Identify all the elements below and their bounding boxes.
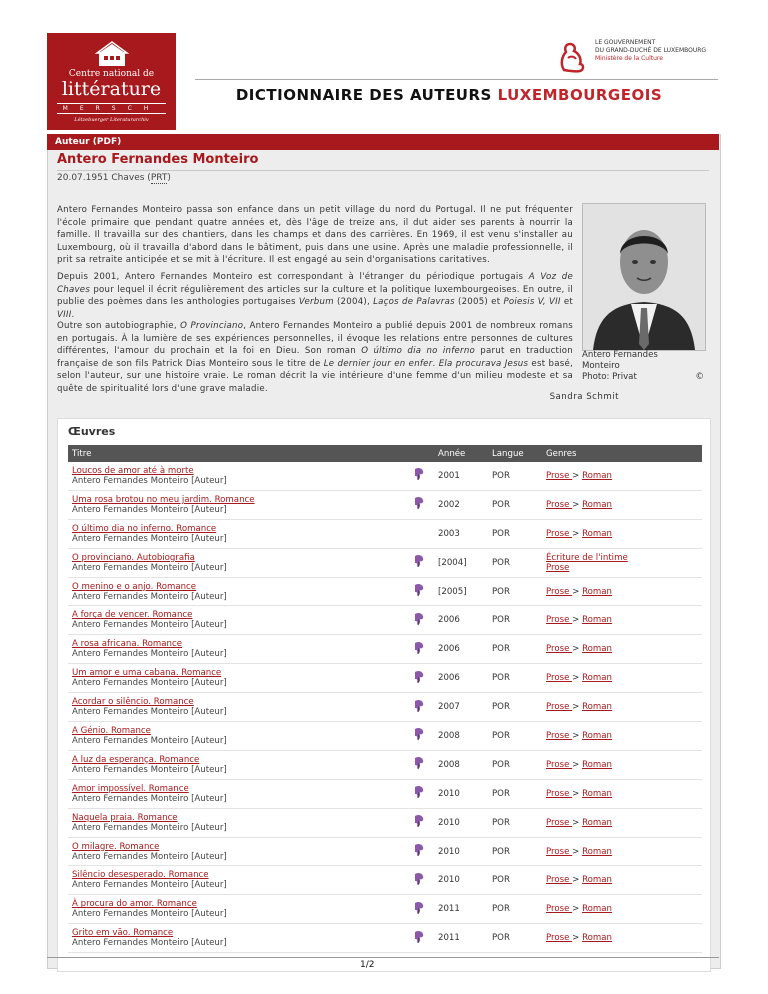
genre-link[interactable]: Écriture de l'intime: [546, 552, 628, 563]
work-genres: [542, 895, 702, 924]
bio-text: .: [71, 309, 75, 320]
genre-separator: >: [572, 817, 583, 828]
work-author: Antero Fernandes Monteiro [Auteur]: [72, 504, 227, 515]
bio-text: Depuis 2001, Antero Fernandes Monteiro est correspondant à l'étranger du périodique portugais: [57, 272, 529, 282]
work-language: POR: [488, 606, 542, 635]
genre-separator: >: [572, 702, 583, 713]
title-part-2: LUXEMBOURGEOIS: [497, 86, 663, 104]
work-icon-cell: [400, 664, 434, 693]
col-genres: Genres: [542, 445, 702, 462]
book-icon[interactable]: [413, 590, 425, 600]
works-section: [57, 418, 711, 972]
work-year: 2006: [434, 606, 488, 635]
work-icon-cell: [400, 722, 434, 751]
bio-text: parut en traduction française de son fils Patrick Dias Monteiro sous le titre de: [57, 346, 574, 369]
work-language: POR: [488, 722, 542, 751]
work-title-link[interactable]: À procura do amor. Romance: [72, 899, 197, 910]
subgenre-link[interactable]: Roman: [582, 933, 613, 944]
book-icon[interactable]: [413, 503, 425, 513]
work-genres: [542, 837, 702, 866]
work-icon-cell: [400, 462, 434, 490]
logo-line-2: littérature: [61, 78, 162, 100]
work-language: POR: [488, 808, 542, 837]
table-row: [68, 664, 702, 693]
table-row: [68, 808, 702, 837]
book-icon[interactable]: [413, 792, 425, 802]
genre-link[interactable]: Prose: [546, 470, 573, 481]
work-genres: [542, 779, 702, 808]
genre-separator: >: [572, 875, 583, 886]
work-title-link[interactable]: O provinciano. Autobiografia: [72, 552, 195, 563]
genre-separator: >: [572, 470, 583, 481]
work-language: POR: [488, 462, 542, 490]
bio-text: .: [432, 358, 439, 369]
table-row: [68, 635, 702, 664]
col-icon: [400, 445, 434, 462]
work-genres: [542, 606, 702, 635]
work-genres: [542, 924, 702, 953]
work-title-cell: [68, 837, 400, 866]
page-title: [180, 86, 718, 104]
work-title-cell: [68, 722, 400, 751]
table-row: [68, 895, 702, 924]
genre-link[interactable]: Prose: [546, 788, 573, 799]
col-year: Année: [434, 445, 488, 462]
genre-link[interactable]: Prose: [546, 615, 573, 626]
book-icon[interactable]: [413, 677, 425, 687]
work-author: Antero Fernandes Monteiro [Auteur]: [72, 880, 227, 891]
bio-text: (2005) et: [454, 297, 504, 307]
table-row: [68, 577, 702, 606]
work-year: 2002: [434, 490, 488, 519]
work-icon-cell: [400, 924, 434, 953]
work-language: POR: [488, 519, 542, 548]
work-language: POR: [488, 548, 542, 577]
logo-line-1: Centre national de: [68, 69, 155, 79]
work-icon-cell: [400, 635, 434, 664]
work-genres: [542, 808, 702, 837]
bio-text: (2004),: [333, 297, 374, 307]
table-row: [68, 490, 702, 519]
work-icon-cell: [400, 866, 434, 895]
work-year: 2006: [434, 664, 488, 693]
genre-link[interactable]: Prose: [546, 673, 573, 684]
work-icon-cell: [400, 548, 434, 577]
work-author: Antero Fernandes Monteiro [Auteur]: [72, 620, 227, 631]
work-title-cell: [68, 548, 400, 577]
work-language: POR: [488, 779, 542, 808]
work-title-link[interactable]: Um amor e uma cabana. Romance: [72, 668, 222, 679]
logo-line-3: MERSCH: [57, 103, 166, 114]
work-author: Antero Fernandes Monteiro [Auteur]: [72, 793, 227, 804]
subgenre-link[interactable]: Roman: [582, 846, 613, 857]
book-icon[interactable]: [413, 648, 425, 658]
author-photo: [582, 203, 706, 351]
work-icon-cell: [400, 895, 434, 924]
table-row: [68, 606, 702, 635]
work-genres: [542, 519, 702, 548]
subgenre-link[interactable]: Roman: [582, 586, 613, 597]
subgenre-link[interactable]: Roman: [582, 904, 613, 915]
table-row: [68, 837, 702, 866]
bio-italic: O último dia no inferno: [361, 346, 476, 356]
work-genres: [542, 722, 702, 751]
bio-italic: Verbum: [298, 297, 334, 307]
book-icon[interactable]: [413, 908, 425, 918]
article-signature: Sandra Schmit: [549, 392, 619, 402]
author-dates: [57, 173, 171, 183]
genre-link[interactable]: Prose: [546, 499, 573, 510]
work-icon-cell: [400, 693, 434, 722]
work-year: 2011: [434, 895, 488, 924]
book-icon[interactable]: [413, 850, 425, 860]
work-title-cell: [68, 808, 400, 837]
work-icon-cell: [400, 779, 434, 808]
work-author: Antero Fernandes Monteiro [Auteur]: [72, 649, 227, 660]
work-genres: [542, 866, 702, 895]
table-row: [68, 924, 702, 953]
birth-date-place: 20.07.1951 Chaves (: [57, 173, 151, 183]
work-title-link[interactable]: A luz da esperança. Romance: [72, 754, 200, 765]
genre-separator: >: [572, 788, 583, 799]
work-year: 2010: [434, 837, 488, 866]
work-title-cell: [68, 462, 400, 490]
work-genres: [542, 693, 702, 722]
bio-italic: O Provinciano: [180, 321, 244, 331]
work-author: Antero Fernandes Monteiro [Auteur]: [72, 562, 227, 573]
bio-p2: [57, 271, 573, 321]
work-title-link[interactable]: A Génio. Romance: [72, 725, 151, 736]
table-row: [68, 548, 702, 577]
work-title-cell: [68, 635, 400, 664]
subgenre-link[interactable]: Roman: [582, 788, 613, 799]
book-icon[interactable]: [413, 619, 425, 629]
bio-italic: Laços de Palavras: [373, 297, 455, 307]
genre-separator: >: [572, 730, 583, 741]
work-title-link[interactable]: Loucos de amor até à morte: [72, 465, 194, 476]
genre-link[interactable]: Prose: [546, 528, 573, 539]
table-row: [68, 693, 702, 722]
work-year: 2010: [434, 779, 488, 808]
work-genres: [542, 635, 702, 664]
genre-separator: >: [572, 499, 583, 510]
work-title-cell: [68, 490, 400, 519]
subgenre-link[interactable]: Roman: [582, 673, 613, 684]
caption-line-2: Monteiro: [582, 361, 620, 371]
subgenre-link[interactable]: Roman: [582, 730, 613, 741]
work-icon-cell: [400, 808, 434, 837]
genre-separator: >: [572, 846, 583, 857]
work-title-cell: [68, 577, 400, 606]
work-year: 2007: [434, 693, 488, 722]
work-title-link[interactable]: Silêncio desesperado. Romance: [72, 870, 209, 881]
genre-separator: >: [572, 904, 583, 915]
work-year: 2006: [434, 635, 488, 664]
genre-link[interactable]: Prose: [546, 846, 573, 857]
work-title-cell: [68, 750, 400, 779]
caption-line-1: Antero Fernandes: [582, 350, 658, 360]
gov-line-1: LE GOUVERNEMENT: [595, 39, 656, 46]
work-language: POR: [488, 924, 542, 953]
government-logo: [548, 36, 738, 80]
bio-text: est basé, selon l'auteur, sur une histoire vraie. Le roman décrit la vie intérieure d'une femme d'un milieu modeste et sa quête de spiritualité lors d'une grave maladie.: [57, 358, 573, 394]
bio-paragraph-1: [57, 204, 573, 267]
work-title-link[interactable]: Grito em vão. Romance: [72, 928, 174, 939]
name-divider: [57, 170, 709, 171]
bio-paragraph-2: [57, 271, 573, 321]
work-genres: [542, 462, 702, 490]
book-icon[interactable]: [413, 561, 425, 571]
work-icon-cell: [400, 606, 434, 635]
table-row: [68, 722, 702, 751]
work-title-link[interactable]: A rosa africana. Romance: [72, 639, 183, 650]
work-language: POR: [488, 693, 542, 722]
bio-italic: Poiesis V, VII: [503, 297, 561, 307]
work-year: 2010: [434, 866, 488, 895]
author-name: Antero Fernandes Monteiro: [57, 152, 259, 167]
genre-separator: >: [572, 644, 583, 655]
work-title-link[interactable]: O menino e o anjo. Romance: [72, 581, 197, 592]
col-lang: Langue: [488, 445, 542, 462]
work-year: 2008: [434, 722, 488, 751]
work-icon-cell: [400, 577, 434, 606]
subgenre-link[interactable]: Roman: [582, 615, 613, 626]
bio-text: et: [560, 297, 573, 307]
genre-link[interactable]: Prose: [546, 817, 573, 828]
bio-italic: Le dernier jour en enfer: [323, 358, 433, 369]
work-author: Antero Fernandes Monteiro [Auteur]: [72, 707, 227, 718]
work-language: POR: [488, 577, 542, 606]
subgenre-link[interactable]: Roman: [582, 817, 613, 828]
logo-line-4: Lëtzebuerger Literaturarchiv: [74, 117, 149, 123]
genre-separator: >: [572, 528, 583, 539]
work-icon-cell: [400, 750, 434, 779]
work-title-link[interactable]: Uma rosa brotou no meu jardim. Romance: [72, 494, 255, 505]
author-pdf-link[interactable]: Auteur (PDF): [47, 134, 719, 150]
subgenre-link[interactable]: Roman: [582, 499, 613, 510]
work-genres: [542, 577, 702, 606]
table-row: [68, 750, 702, 779]
genre-link[interactable]: Prose: [546, 875, 573, 886]
bio-italic: A Voz de Chaves: [57, 272, 573, 295]
table-row: [68, 462, 702, 490]
col-title: Titre: [68, 445, 400, 462]
work-year: [2004]: [434, 548, 488, 577]
genre-separator: >: [572, 673, 583, 684]
work-title-cell: [68, 924, 400, 953]
header-divider: [195, 79, 718, 80]
work-author: Antero Fernandes Monteiro [Auteur]: [72, 678, 227, 689]
book-icon[interactable]: [413, 821, 425, 831]
subgenre-link[interactable]: Roman: [582, 759, 613, 770]
red-lion-icon: [556, 40, 588, 74]
gov-line-3: Ministère de la Culture: [595, 55, 663, 62]
book-icon[interactable]: [413, 474, 425, 484]
work-language: POR: [488, 664, 542, 693]
work-title-cell: [68, 866, 400, 895]
subgenre-link[interactable]: Roman: [582, 875, 613, 886]
title-part-1: DICTIONNAIRE DES AUTEURS: [235, 86, 498, 104]
work-icon-cell: [400, 837, 434, 866]
work-year: 2010: [434, 808, 488, 837]
work-author: Antero Fernandes Monteiro [Auteur]: [72, 475, 227, 486]
work-author: Antero Fernandes Monteiro [Auteur]: [72, 735, 227, 746]
work-title-link[interactable]: Amor impossível. Romance: [72, 783, 189, 794]
caption-line-3: Photo: Privat: [582, 372, 637, 382]
genre-link[interactable]: Prose: [546, 933, 573, 944]
work-genres: [542, 750, 702, 779]
work-icon-cell: [400, 519, 434, 548]
cnl-logo: [47, 33, 176, 130]
book-icon[interactable]: [413, 706, 425, 716]
work-language: POR: [488, 750, 542, 779]
work-title-cell: [68, 895, 400, 924]
table-row: [68, 519, 702, 548]
work-language: POR: [488, 635, 542, 664]
bio-paragraph-3: [57, 320, 573, 395]
book-icon[interactable]: [413, 937, 425, 947]
work-genres: [542, 490, 702, 519]
works-heading: Œuvres: [68, 425, 116, 438]
work-title-cell: [68, 664, 400, 693]
genre-separator: >: [572, 759, 583, 770]
book-icon[interactable]: [413, 734, 425, 744]
work-genres: [542, 664, 702, 693]
genre-link[interactable]: Prose: [546, 644, 573, 655]
subgenre-link[interactable]: Roman: [582, 644, 613, 655]
table-row: [68, 779, 702, 808]
page-number: 1/2: [360, 960, 375, 970]
work-title-link[interactable]: A força de vencer. Romance: [72, 610, 193, 621]
work-author: Antero Fernandes Monteiro [Auteur]: [72, 591, 227, 602]
work-author: Antero Fernandes Monteiro [Auteur]: [72, 533, 227, 544]
work-language: POR: [488, 866, 542, 895]
genre-separator: >: [572, 615, 583, 626]
bio-p3: [57, 320, 573, 395]
work-genres: [542, 548, 702, 577]
work-title-cell: [68, 519, 400, 548]
work-author: Antero Fernandes Monteiro [Auteur]: [72, 938, 227, 949]
subgenre-link[interactable]: Roman: [582, 528, 613, 539]
work-title-cell: [68, 779, 400, 808]
work-title-link[interactable]: O milagre. Romance: [72, 841, 160, 852]
bio-italic: Ela procurava Jesus: [438, 358, 529, 369]
bio-italic: VIII: [57, 309, 72, 320]
work-language: POR: [488, 837, 542, 866]
work-year: 2003: [434, 519, 488, 548]
genre-link[interactable]: Prose: [546, 702, 573, 713]
work-year: 2008: [434, 750, 488, 779]
work-title-link[interactable]: Naquela praia. Romance: [72, 812, 178, 823]
genre-separator: >: [572, 933, 583, 944]
work-icon-cell: [400, 490, 434, 519]
house-icon: [95, 41, 129, 67]
copyright-icon: ©: [695, 372, 704, 382]
bio-text: , Antero Fernandes Monteiro a publié depuis 2001 de nombreux romans en portugais. À la lumière de ses expériences personnelles, il évoque les relations entre personnes de cultures différentes, l'amour du prochain et la foi en Dieu. Son roman: [57, 321, 574, 356]
work-author: Antero Fernandes Monteiro [Auteur]: [72, 822, 227, 833]
country-abbr[interactable]: PRT: [150, 173, 168, 183]
subgenre-link[interactable]: Roman: [582, 702, 613, 713]
genre-link[interactable]: Prose: [546, 586, 573, 597]
work-title-link[interactable]: Acordar o silêncio. Romance: [72, 697, 194, 708]
work-language: POR: [488, 490, 542, 519]
works-header-row: [68, 445, 702, 462]
work-author: Antero Fernandes Monteiro [Auteur]: [72, 851, 227, 862]
book-icon[interactable]: [413, 763, 425, 773]
work-year: 2011: [434, 924, 488, 953]
work-year: 2001: [434, 462, 488, 490]
genre-link[interactable]: Prose: [546, 562, 570, 573]
bio-text: pour lequel il écrit régulièrement des articles sur la culture et la politique luxembourgeoises. En outre, il publie des poèmes dans les anthologies portugaises: [57, 284, 573, 307]
bio-text: Outre son autobiographie,: [57, 321, 181, 331]
work-author: Antero Fernandes Monteiro [Auteur]: [72, 764, 227, 775]
genre-separator: >: [572, 586, 583, 597]
genre-link[interactable]: Prose: [546, 730, 573, 741]
genre-link[interactable]: Prose: [546, 759, 573, 770]
photo-caption: [582, 350, 704, 383]
work-title-link[interactable]: O último dia no inferno. Romance: [72, 523, 217, 534]
work-author: Antero Fernandes Monteiro [Auteur]: [72, 909, 227, 920]
book-icon[interactable]: [413, 879, 425, 889]
subgenre-link[interactable]: Roman: [582, 470, 613, 481]
footer-divider: [47, 957, 719, 958]
work-language: POR: [488, 895, 542, 924]
work-year: [2005]: [434, 577, 488, 606]
genre-link[interactable]: Prose: [546, 904, 573, 915]
paren-close: ): [167, 173, 171, 183]
work-title-cell: [68, 693, 400, 722]
bio-p1: Antero Fernandes Monteiro passa son enfance dans un petit village du nord du Portugal. Il ne put fréquenter l'école primaire que pendant quatre années et, dès l'âge de treize ans, il dut aider ses parents à nourrir la famille. Il travailla sur des chantiers, dans les champs et dans des carrières. En 1969, il est venu s'installer au Luxembourg, où il travailla d'abord dans le bâtiment, puis dans une usine. Après une maladie professionnelle, il prit sa retraite anticipée et se mit à l'écriture. Il est engagé au sein d'organisations caritatives.: [57, 205, 573, 265]
works-table: [68, 445, 702, 953]
table-row: [68, 866, 702, 895]
work-title-cell: [68, 606, 400, 635]
gov-line-2: DU GRAND-DUCHÉ DE LUXEMBOURG: [595, 47, 707, 54]
portrait-image: [583, 204, 705, 350]
government-text: [595, 39, 706, 63]
